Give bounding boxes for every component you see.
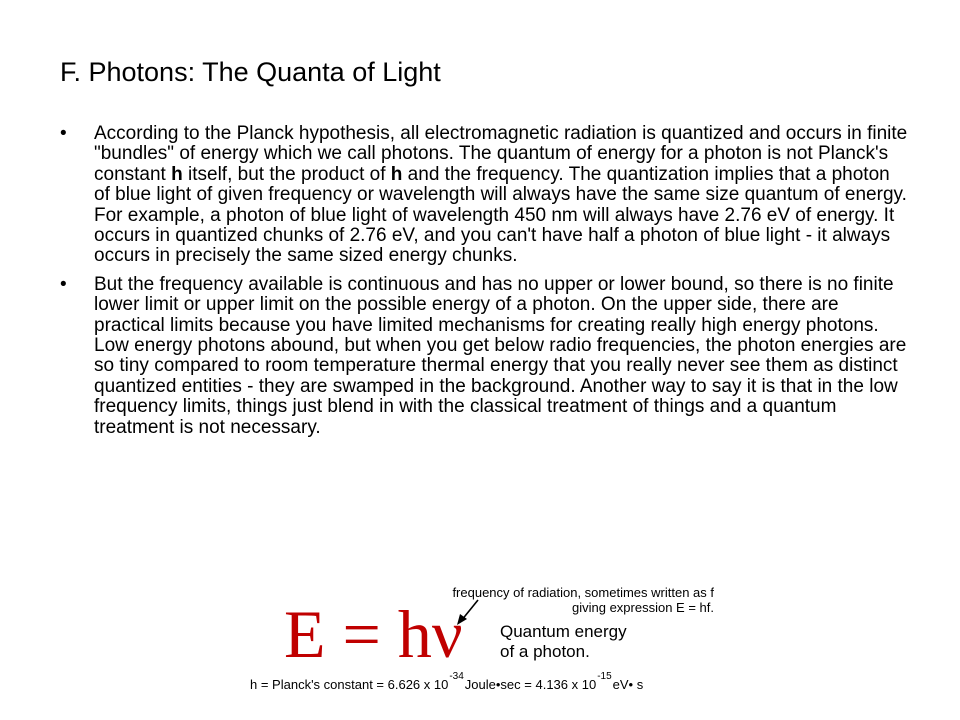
frequency-note-expression: giving expression E = hf. [572,600,714,615]
planck-constant-line [250,671,644,692]
slide-title: F. Photons: The Quanta of Light [60,57,441,87]
exponent: -15 [597,671,612,682]
caption-line: of a photon. [500,642,590,661]
bullet-item [60,275,910,438]
bullet-text-part: and the frequency. The quantization implies that a photon of blue light of given frequency or wavelength will always have the same size quantum of energy. For example, a photon of blue light of wavelength 450 nm will always have 2.76 eV of energy. It occurs in quantized chunks of 2.76 eV, and you can't have half a photon of blue light - it always occurs in precisely the same sized energy chunks. [94,163,907,267]
bullet-text-part: itself, but the product of [182,163,391,185]
bullet-marker: • [60,273,67,295]
planck-symbol: h [390,163,403,185]
energy-formula: E = hν [284,596,463,672]
bullet-text [94,124,910,267]
constant-suffix: eV• s [612,677,644,692]
bullet-list [60,124,910,446]
frequency-note: frequency of radiation, sometimes written as f [452,585,714,600]
planck-symbol: h [171,163,183,185]
bullet-marker: • [60,123,67,144]
constant-middle: Joule•sec = 4.136 x 10 [464,677,597,692]
constant-prefix: h = Planck's constant = 6.626 x 10 [250,677,449,692]
bullet-text: But the frequency available is continuous and has no upper or lower bound, so there is no finite lower limit or upper limit on the possible energy of a photon. On the upper side, there are practical limits because you have limited mechanisms for creating really high energy photons. Low energy photons abound, but when you get below radio frequencies, the photon energies are so tiny compared to room temperature thermal energy that you really never see them as distinct quantized entities - they are swamped in the background. Another way to say it is that in the low frequency limits, things just blend in with the classical treatment of things and a quantum treatment is not necessary. [94,273,907,438]
exponent: -34 [449,671,464,682]
caption-line: Quantum energy [500,622,627,641]
bullet-text-part: According to the Planck hypothesis, all electromagnetic radiation is quantized and occurs in finite "bundles" of energy which we call photons. The quantum of energy for a photon is not Planck's constant [94,123,908,185]
photon-energy-figure [250,586,720,696]
formula-caption [500,622,627,662]
bullet-item [60,124,910,267]
